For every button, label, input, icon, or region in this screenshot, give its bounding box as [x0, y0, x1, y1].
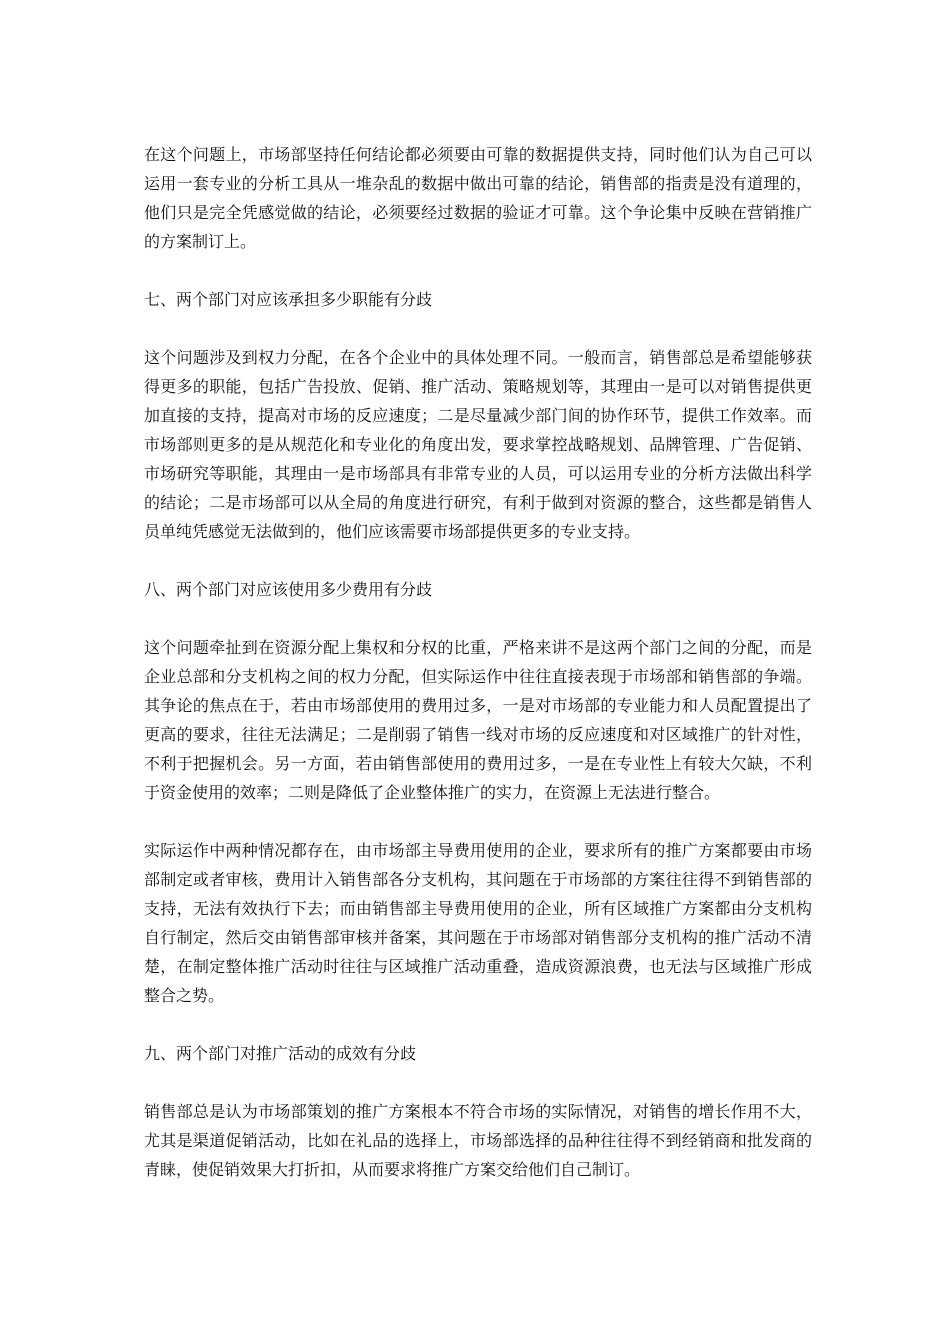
section-heading-9: 九、两个部门对推广活动的成效有分歧	[144, 1044, 417, 1063]
section-heading-7: 七、两个部门对应该承担多少职能有分歧	[144, 290, 433, 309]
paragraph-function-dispute: 这个问题涉及到权力分配，在各个企业中的具体处理不同。一般而言，销售部总是希望能够获得更多的职能，包括广告投放、促销、推广活动、策略规划等，其理由一是可以对销售提供更加直接的支持，提高对市场的反应速度；二是尽量减少部门间的协作环节，提供工作效率。而市场部则更多的是从规范化和专业化的角度出发，要求掌控战略规划、品牌管理、广告促销、市场研究等职能，其理由一是市场部具有非常专业的人员，可以运用专业的分析方法做出科学的结论；二是市场部可以从全局的角度进行研究，有利于做到对资源的整合，这些都是销售人员单纯凭感觉无法做到的，他们应该需要市场部提供更多的专业支持。	[144, 348, 812, 541]
document-body	[144, 140, 812, 1213]
paragraph-cost-dispute: 这个问题牵扯到在资源分配上集权和分权的比重，严格来讲不是这两个部门之间的分配，而是企业总部和分支机构之间的权力分配，但实际运作中往往直接表现于市场部和销售部的争端。其争论的焦点在于，若由市场部使用的费用过多，一是对市场部的专业能力和人员配置提出了更高的要求，往往无法满足；二是削弱了销售一线对市场的反应速度和对区域推广的针对性，不利于把握机会。另一方面，若由销售部使用的费用过多，一是在专业性上有较大欠缺，不利于资金使用的效率；二则是降低了企业整体推广的实力，在资源上无法进行整合。	[144, 638, 812, 802]
paragraph-promotion-dispute: 销售部总是认为市场部策划的推广方案根本不符合市场的实际情况，对销售的增长作用不大，尤其是渠道促销活动，比如在礼品的选择上，市场部选择的品种往往得不到经销商和批发商的青睐，使促销效果大打折扣，从而要求将推广方案交给他们自己制订。	[144, 1102, 812, 1179]
paragraph-cost-practice: 实际运作中两种情况都存在，由市场部主导费用使用的企业，要求所有的推广方案都要由市场部制定或者审核，费用计入销售部各分支机构，其问题在于市场部的方案往往得不到销售部的支持，无法有效执行下去；而由销售部主导费用使用的企业，所有区域推广方案都由分支机构自行制定，然后交由销售部审核并备案，其问题在于市场部对销售部分支机构的推广活动不清楚，在制定整体推广活动时往往与区域推广活动重叠，造成资源浪费，也无法与区域推广形成整合之势。	[144, 841, 812, 1005]
section-heading-8: 八、两个部门对应该使用多少费用有分歧	[144, 580, 433, 599]
paragraph-market-data-dispute: 在这个问题上，市场部坚持任何结论都必须要由可靠的数据提供支持，同时他们认为自己可以运用一套专业的分析工具从一堆杂乱的数据中做出可靠的结论，销售部的指责是没有道理的，他们只是完全凭感觉做的结论，必须要经过数据的验证才可靠。这个争论集中反映在营销推广的方案制订上。	[144, 145, 812, 251]
